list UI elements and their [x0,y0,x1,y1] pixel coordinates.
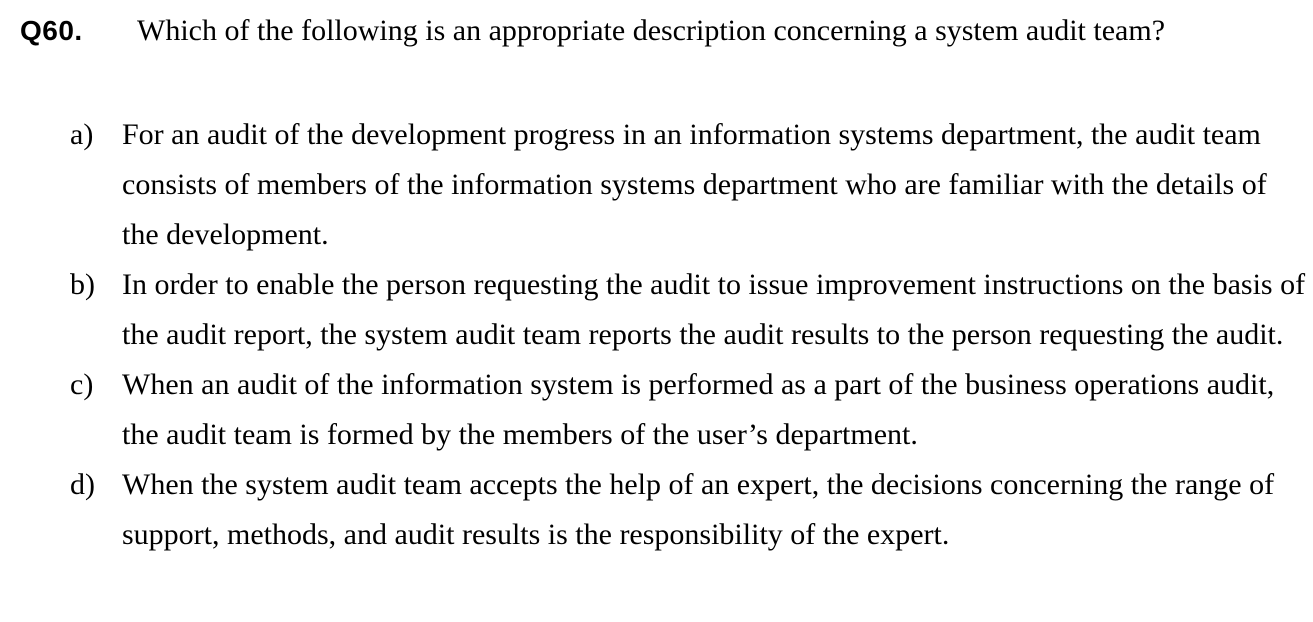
question-text: Which of the following is an appropriate description concerning a system audit team? [137,14,1166,47]
option-letter: b) [70,268,95,301]
option-text: For an audit of the development progress in an information systems department, the audit team consists of members of the information systems department who are familiar with the details of the development. [122,118,1267,251]
question-number: Q60. [20,15,83,46]
option-d[interactable] [70,460,1306,560]
option-text: In order to enable the person requesting the audit to issue improvement instructions on the basis of the audit report, the system audit team reports the audit results to the person requesting the audit. [122,268,1306,351]
question-header [20,14,1165,58]
option-letter: a) [70,118,94,151]
option-a[interactable] [70,110,1306,260]
option-text: When the system audit team accepts the help of an expert, the decisions concerning the range of support, methods, and audit results is the responsibility of the expert. [122,468,1275,551]
answer-options [70,110,1306,560]
option-b[interactable] [70,260,1306,360]
option-letter: d) [70,468,95,501]
option-text: When an audit of the information system is performed as a part of the business operations audit, the audit team is formed by the members of the user’s department. [122,368,1275,451]
option-letter: c) [70,368,94,401]
option-c[interactable] [70,360,1306,460]
